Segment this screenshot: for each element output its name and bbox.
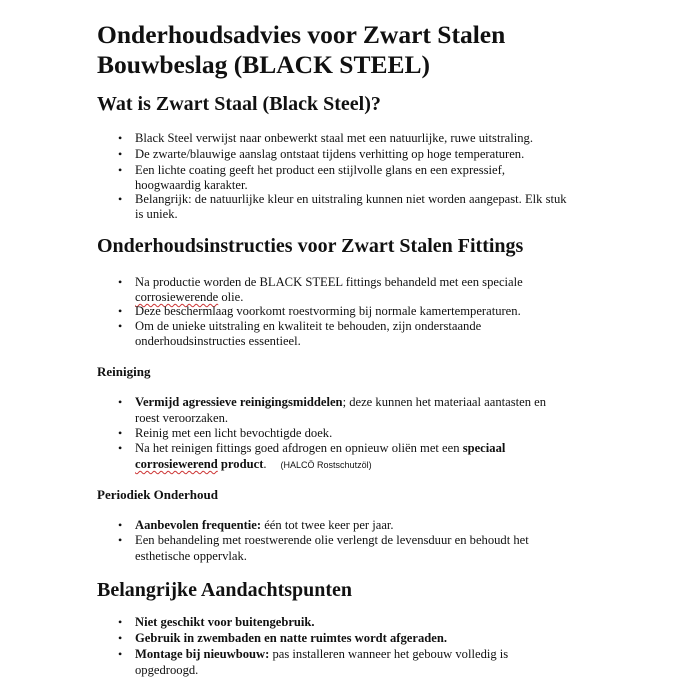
list-item: De zwarte/blauwige aanslag ontstaat tijdens verhitting op hoge temperaturen. xyxy=(135,147,525,161)
bold-text: product xyxy=(217,457,264,471)
heading-belangrijke-aandachtspunten: Belangrijke Aandachtspunten xyxy=(97,579,353,601)
bullet: • xyxy=(118,304,123,318)
bullet: • xyxy=(118,163,123,177)
list-item: Niet geschikt voor buitengebruik. xyxy=(135,615,315,629)
text: pas installeren wanneer het gebouw volledig is xyxy=(269,647,509,661)
list-item-cont: onderhoudsinstructies essentieel. xyxy=(135,334,301,348)
list-item: Een lichte coating geeft het product een stijlvolle glans en een expressief, xyxy=(135,163,505,177)
document-title: Onderhoudsadvies voor Zwart Stalen xyxy=(97,20,506,49)
bullet: • xyxy=(118,426,123,440)
list-item: Een behandeling met roestwerende olie verlengt de levensduur en behoudt het xyxy=(135,533,529,547)
list-item xyxy=(135,394,546,410)
bullet: • xyxy=(118,147,123,161)
list-item: Gebruik in zwembaden en natte ruimtes wordt afgeraden. xyxy=(135,631,448,645)
list-item: Black Steel verwijst naar onbewerkt staal met een natuurlijke, ruwe uitstraling. xyxy=(135,131,533,145)
misspelled-word[interactable]: corrosiewerend xyxy=(135,457,218,471)
list-item xyxy=(135,646,508,662)
list-item-cont xyxy=(135,456,372,473)
bullet: • xyxy=(118,319,123,333)
list-item: Belangrijk: de natuurlijke kleur en uitstraling kunnen niet worden aangepast. Elk stuk xyxy=(135,192,567,206)
list-item xyxy=(135,517,394,533)
text: . xyxy=(263,457,267,471)
list-item-cont: esthetische oppervlak. xyxy=(135,549,247,563)
bullet: • xyxy=(118,441,123,455)
heading-periodiek-onderhoud: Periodiek Onderhoud xyxy=(97,487,218,502)
heading-reiniging: Reiniging xyxy=(97,364,151,379)
list-item xyxy=(135,440,505,456)
misspelled-word[interactable]: corrosiewerende xyxy=(135,290,219,304)
bullet: • xyxy=(118,647,123,661)
list-item: Om de unieke uitstraling en kwaliteit te behouden, zijn onderstaande xyxy=(135,319,482,333)
bullet: • xyxy=(118,615,123,629)
bullet: • xyxy=(118,275,123,289)
list-item-cont: roest veroorzaken. xyxy=(135,411,229,425)
bold-text: speciaal xyxy=(462,441,506,455)
list-item-cont: hoogwaardig karakter. xyxy=(135,178,248,192)
bold-text: Aanbevolen frequentie: xyxy=(135,518,262,532)
text: ; deze kunnen het materiaal aantasten en xyxy=(342,395,547,409)
text: olie. xyxy=(221,290,244,304)
bullet: • xyxy=(118,192,123,206)
product-note: (HALCÖ Rostschutzöl) xyxy=(280,460,372,470)
bullet: • xyxy=(118,631,123,645)
text: één tot twee keer per jaar. xyxy=(261,518,394,532)
list-item: Reinig met een licht bevochtigde doek. xyxy=(135,426,333,440)
text: Na het reinigen fittings goed afdrogen en opnieuw oliën met een xyxy=(135,441,463,455)
list-item-cont: opgedroogd. xyxy=(135,663,199,677)
list-item-cont: is uniek. xyxy=(135,207,178,221)
list-item: Deze beschermlaag voorkomt roestvorming bij normale kamertemperaturen. xyxy=(135,304,521,318)
heading-wat-is-zwart-staal: Wat is Zwart Staal (Black Steel)? xyxy=(97,93,381,115)
bold-text: Vermijd agressieve reinigingsmiddelen xyxy=(135,395,343,409)
heading-onderhoudsinstructies: Onderhoudsinstructies voor Zwart Stalen Fittings xyxy=(97,235,524,257)
bullet: • xyxy=(118,533,123,547)
bullet: • xyxy=(118,131,123,145)
document-title-line2: Bouwbeslag (BLACK STEEL) xyxy=(97,50,430,79)
bold-text: Montage bij nieuwbouw: xyxy=(135,647,270,661)
bullet: • xyxy=(118,518,123,532)
list-item: Na productie worden de BLACK STEEL fittings behandeld met een speciale xyxy=(135,275,523,289)
bullet: • xyxy=(118,395,123,409)
